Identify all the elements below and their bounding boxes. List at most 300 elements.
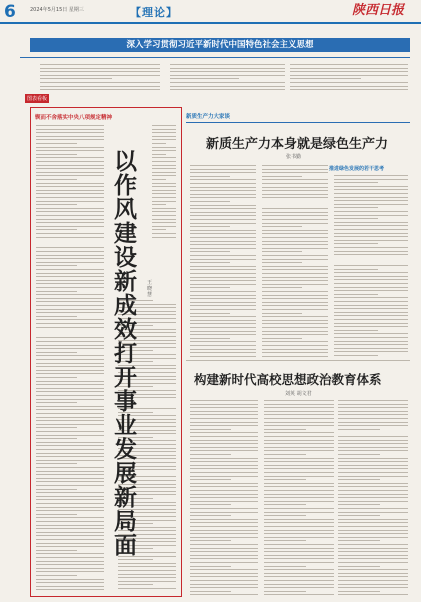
text-line: [190, 501, 258, 502]
text-line: [36, 161, 104, 162]
text-line: [36, 463, 77, 464]
text-line: [36, 247, 104, 248]
text-line: [36, 402, 77, 403]
text-line: [190, 208, 256, 209]
text-line: [118, 577, 176, 578]
text-line: [290, 78, 361, 79]
text-line: [190, 223, 256, 224]
text-line: [190, 320, 256, 321]
text-line: [190, 458, 258, 459]
text-line: [152, 211, 176, 212]
text-line: [334, 279, 408, 280]
text-line: [264, 551, 334, 552]
text-line: [334, 225, 408, 226]
text-line: [338, 429, 380, 430]
text-line: [152, 136, 176, 137]
text-line: [36, 157, 104, 158]
text-line: [36, 391, 104, 392]
text-line: [36, 445, 104, 446]
text-line: [36, 251, 104, 252]
text-line: [36, 262, 104, 263]
text-line: [36, 528, 104, 529]
text-line: [190, 533, 258, 534]
text-line: [290, 71, 408, 72]
text-line: [262, 345, 328, 346]
text-line: [170, 64, 285, 65]
text-line: [262, 179, 328, 180]
text-line: [338, 562, 408, 563]
text-line: [36, 507, 104, 508]
text-line: [152, 179, 166, 180]
newspaper-logo: 陕西日报: [352, 3, 405, 18]
text-line: [190, 429, 231, 430]
section-title: 【理论】: [130, 6, 178, 19]
text-line: [334, 272, 408, 273]
text-line: [36, 222, 104, 223]
text-line: [152, 129, 176, 130]
text-line: [338, 573, 408, 574]
text-line: [190, 580, 258, 581]
text-line: [338, 411, 408, 412]
text-line: [334, 341, 408, 342]
text-line: [190, 562, 258, 563]
text-line: [36, 129, 104, 130]
text-line: [190, 262, 230, 263]
text-line: [264, 533, 334, 534]
text-line: [36, 348, 104, 349]
text-line: [190, 483, 258, 484]
text-line: [36, 291, 77, 292]
text-line: [152, 204, 166, 205]
text-line: [36, 280, 104, 281]
text-line: [190, 494, 258, 495]
text-line: [36, 226, 104, 227]
text-line: [152, 165, 176, 166]
text-line: [262, 233, 328, 234]
text-line: [262, 223, 328, 224]
text-line: [36, 510, 104, 511]
text-line: [190, 219, 256, 220]
text-line: [334, 351, 408, 352]
text-line: [262, 334, 328, 335]
text-line: [190, 573, 258, 574]
text-line: [190, 172, 256, 173]
text-line: [36, 183, 104, 184]
text-line: [190, 522, 258, 523]
text-line: [118, 566, 176, 567]
text-line: [152, 143, 166, 144]
text-line: [334, 211, 408, 212]
text-line: [36, 373, 104, 374]
text-line: [36, 550, 77, 551]
text-line: [190, 233, 256, 234]
text-line: [334, 265, 408, 266]
text-line: [152, 215, 176, 216]
text-line: [262, 251, 302, 252]
text-line: [264, 429, 306, 430]
text-line: [262, 280, 328, 281]
text-line: [264, 580, 334, 581]
text-line: [334, 355, 378, 356]
text-line: [36, 370, 104, 371]
text-line: [334, 283, 408, 284]
text-line: [152, 201, 176, 202]
text-line: [262, 266, 328, 267]
text-line: [262, 230, 328, 231]
text-line: [334, 333, 408, 334]
text-line: [190, 334, 256, 335]
text-line: [36, 190, 104, 191]
text-line: [118, 584, 153, 585]
text-line: [36, 420, 104, 421]
text-line: [262, 190, 328, 191]
text-line: [262, 277, 328, 278]
text-line: [36, 496, 104, 497]
text-line: [190, 230, 256, 231]
text-line: [190, 432, 258, 433]
text-line: [36, 492, 104, 493]
text-line: [190, 237, 256, 238]
text-line: [338, 472, 408, 473]
text-line: [334, 186, 408, 187]
article-2-byline: 刘英 胡文君: [285, 391, 312, 397]
text-line: [36, 575, 77, 576]
text-line: [338, 501, 408, 502]
text-line: [338, 497, 408, 498]
text-line: [152, 157, 176, 158]
text-line: [264, 436, 334, 437]
text-line: [338, 566, 380, 567]
text-line: [264, 501, 334, 502]
text-line: [118, 559, 153, 560]
text-line: [36, 168, 104, 169]
text-line: [36, 345, 104, 346]
text-line: [36, 359, 104, 360]
text-line: [36, 273, 104, 274]
text-line: [152, 168, 176, 169]
text-line: [190, 266, 256, 267]
text-line: [264, 479, 306, 480]
text-line: [334, 323, 408, 324]
text-line: [334, 315, 408, 316]
text-line: [264, 465, 334, 466]
text-line: [36, 172, 104, 173]
text-line: [338, 522, 408, 523]
text-line: [262, 287, 302, 288]
text-line: [262, 298, 328, 299]
text-line: [190, 291, 256, 292]
text-line: [170, 82, 285, 83]
text-line: [36, 377, 77, 378]
text-line: [190, 212, 256, 213]
text-line: [190, 251, 230, 252]
text-line: [190, 504, 231, 505]
text-line: [334, 297, 408, 298]
text-line: [334, 312, 408, 313]
text-line: [264, 526, 334, 527]
text-line: [152, 183, 176, 184]
text-line: [264, 548, 334, 549]
text-line: [334, 308, 408, 309]
text-line: [40, 75, 160, 76]
text-line: [36, 388, 104, 389]
text-line: [264, 504, 306, 505]
text-line: [338, 569, 408, 570]
text-line: [262, 219, 328, 220]
text-line: [36, 435, 104, 436]
text-line: [190, 309, 256, 310]
text-line: [36, 539, 104, 540]
text-line: [338, 594, 408, 595]
text-line: [36, 499, 104, 500]
text-line: [338, 418, 408, 419]
text-line: [36, 298, 104, 299]
text-line: [40, 64, 160, 65]
text-line: [264, 411, 334, 412]
text-line: [36, 208, 104, 209]
text-line: [152, 208, 176, 209]
text-line: [338, 587, 408, 588]
text-line: [36, 319, 104, 320]
text-line: [190, 277, 256, 278]
text-line: [190, 338, 230, 339]
article-1-subheading: 推进绿色发展的若干思考: [329, 166, 385, 172]
text-line: [152, 237, 176, 238]
text-line: [264, 425, 334, 426]
header-divider: [0, 22, 421, 24]
text-line: [190, 558, 258, 559]
text-line: [338, 533, 408, 534]
text-line: [190, 194, 256, 195]
text-line: [262, 208, 328, 209]
left-article-byline: 王晓慧: [147, 280, 153, 298]
text-line: [36, 363, 104, 364]
text-line: [190, 418, 258, 419]
text-line: [290, 82, 408, 83]
date-line: 2024年5月15日 星期三: [30, 7, 84, 13]
text-line: [36, 381, 104, 382]
text-line: [190, 440, 258, 441]
text-line: [334, 240, 408, 241]
text-line: [338, 436, 408, 437]
text-line: [262, 316, 328, 317]
text-line: [36, 589, 104, 590]
text-line: [190, 169, 256, 170]
text-line: [170, 86, 285, 87]
text-line: [190, 526, 258, 527]
text-line: [170, 68, 285, 69]
text-line: [40, 68, 160, 69]
text-line: [36, 546, 104, 547]
text-line: [264, 558, 334, 559]
text-line: [262, 349, 328, 350]
text-line: [190, 259, 256, 260]
text-line: [190, 305, 256, 306]
text-line: [334, 276, 408, 277]
text-line: [36, 557, 104, 558]
text-line: [334, 290, 408, 291]
text-line: [36, 237, 104, 238]
text-line: [36, 553, 104, 554]
text-line: [262, 183, 328, 184]
text-line: [264, 472, 334, 473]
text-line: [264, 494, 334, 495]
text-line: [338, 555, 408, 556]
text-line: [334, 193, 408, 194]
text-line: [36, 406, 104, 407]
text-line: [36, 395, 104, 396]
text-line: [262, 197, 328, 198]
text-line: [170, 75, 285, 76]
text-line: [190, 555, 258, 556]
text-line: [264, 476, 334, 477]
text-line: [338, 576, 408, 577]
text-line: [264, 490, 334, 491]
text-line: [190, 584, 258, 585]
text-line: [264, 522, 334, 523]
text-line: [262, 176, 302, 177]
text-line: [190, 512, 258, 513]
text-line: [262, 295, 328, 296]
text-line: [264, 468, 334, 469]
text-line: [262, 255, 328, 256]
text-line: [262, 269, 328, 270]
banner-divider: [20, 57, 410, 58]
text-line: [338, 540, 380, 541]
banner: 深入学习贯彻习近平新时代中国特色社会主义思想: [30, 38, 410, 52]
text-line: [36, 352, 77, 353]
text-line: [152, 161, 176, 162]
text-line: [36, 132, 104, 133]
text-line: [338, 580, 408, 581]
text-line: [334, 179, 408, 180]
text-line: [334, 305, 408, 306]
text-line: [262, 169, 328, 170]
text-line: [36, 309, 104, 310]
text-line: [262, 241, 328, 242]
text-line: [190, 356, 256, 357]
text-line: [190, 425, 258, 426]
text-line: [334, 330, 378, 331]
text-line: [190, 414, 258, 415]
text-line: [36, 453, 104, 454]
text-line: [264, 555, 334, 556]
text-line: [190, 284, 256, 285]
text-line: [190, 248, 256, 249]
text-line: [118, 581, 176, 582]
text-line: [152, 125, 176, 126]
text-line: [264, 422, 334, 423]
text-line: [264, 594, 334, 595]
text-line: [190, 468, 258, 469]
text-line: [334, 175, 408, 176]
text-line: [190, 519, 258, 520]
text-line: [36, 276, 104, 277]
text-line: [36, 139, 104, 140]
text-line: [262, 226, 302, 227]
text-line: [264, 407, 334, 408]
text-line: [190, 508, 258, 509]
text-line: [36, 384, 104, 385]
text-line: [190, 215, 256, 216]
text-line: [190, 280, 256, 281]
text-line: [190, 486, 258, 487]
text-line: [152, 222, 176, 223]
text-line: [262, 215, 328, 216]
text-line: [190, 205, 256, 206]
text-line: [334, 348, 408, 349]
text-line: [36, 219, 104, 220]
text-line: [36, 150, 104, 151]
text-line: [190, 472, 258, 473]
text-line: [190, 190, 256, 191]
text-line: [190, 165, 256, 166]
text-line: [36, 449, 104, 450]
text-line: [334, 287, 408, 288]
text-line: [334, 294, 378, 295]
text-line: [36, 287, 104, 288]
text-line: [262, 237, 328, 238]
text-line: [36, 175, 104, 176]
text-line: [264, 584, 334, 585]
left-article-heading: 锲而不舍落实中央八项规定精神: [35, 115, 113, 121]
text-line: [152, 190, 176, 191]
text-line: [190, 566, 231, 567]
text-line: [262, 165, 328, 166]
text-line: [338, 504, 380, 505]
text-line: [190, 226, 230, 227]
text-line: [262, 327, 328, 328]
text-line: [36, 431, 104, 432]
text-line: [290, 89, 408, 90]
text-line: [152, 193, 176, 194]
text-line: [334, 243, 378, 244]
text-line: [334, 229, 408, 230]
text-line: [338, 461, 408, 462]
text-line: [190, 400, 258, 401]
text-line: [190, 341, 256, 342]
text-line: [264, 432, 334, 433]
text-line: [36, 514, 77, 515]
text-line: [36, 154, 77, 155]
text-line: [190, 352, 256, 353]
text-line: [36, 582, 104, 583]
text-line: [36, 327, 104, 328]
text-line: [190, 287, 230, 288]
text-line: [36, 165, 104, 166]
text-line: [338, 548, 408, 549]
text-line: [190, 490, 258, 491]
text-line: [36, 204, 77, 205]
text-line: [36, 229, 77, 230]
text-line: [264, 562, 334, 563]
page-number: 6: [4, 2, 16, 22]
text-line: [338, 519, 408, 520]
text-line: [338, 515, 380, 516]
text-line: [262, 331, 328, 332]
text-line: [190, 454, 231, 455]
text-line: [36, 525, 104, 526]
text-line: [334, 218, 378, 219]
text-line: [190, 187, 256, 188]
text-line: [118, 588, 176, 589]
text-line: [190, 422, 258, 423]
text-line: [40, 78, 112, 79]
text-line: [338, 454, 380, 455]
text-line: [190, 576, 258, 577]
text-line: [36, 564, 104, 565]
text-line: [36, 568, 104, 569]
